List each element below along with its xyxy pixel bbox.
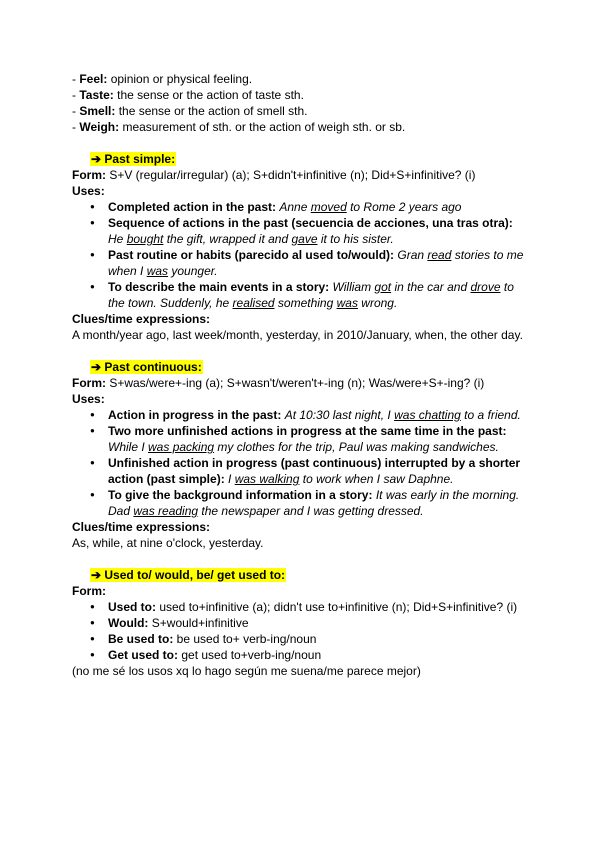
item-term: Get used to: <box>108 648 179 662</box>
list-item <box>72 423 532 455</box>
sense-term: Smell: <box>79 104 116 118</box>
form-label: Form: <box>72 584 106 598</box>
form-label: Form: <box>72 376 106 390</box>
dash: - <box>72 88 80 102</box>
item-text: get used to+verb-ing/noun <box>178 648 322 662</box>
use-term: Unfinished action in progress (past continuous) interrupted by a shorter action (past simple): <box>108 456 521 486</box>
form-line <box>72 167 532 183</box>
list-item <box>72 615 532 631</box>
dash: - <box>72 72 80 86</box>
uses-label: Uses: <box>72 184 105 198</box>
item-term: Would: <box>108 616 149 630</box>
sense-term: Taste: <box>79 88 114 102</box>
use-term: Action in progress in the past: <box>108 408 282 422</box>
form-line <box>72 375 532 391</box>
sense-text: the sense or the action of smell sth. <box>115 104 308 118</box>
use-term: To give the background information in a story: <box>108 488 373 502</box>
clues-text: As, while, at nine o'clock, yesterday. <box>72 536 264 550</box>
item-text: S+would+infinitive <box>148 616 249 630</box>
item-text: used to+infinitive (a); didn't use to+infinitive (n); Did+S+infinitive? (i) <box>156 600 518 614</box>
item-text: be used to+ verb-ing/noun <box>173 632 317 646</box>
list-item <box>72 455 532 487</box>
sense-line <box>72 103 532 119</box>
use-term: Completed action in the past: <box>108 200 277 214</box>
dash: - <box>72 120 80 134</box>
clues-text: A month/year ago, last week/month, yesterday, in 2010/January, when, the other day. <box>72 328 523 342</box>
example-text: I was walking to work when I saw Daphne. <box>228 472 454 486</box>
sense-line <box>72 87 532 103</box>
highlighted-heading: ➔ Past simple: <box>91 152 176 166</box>
senses-list <box>72 71 532 135</box>
list-item <box>72 631 532 647</box>
example-text: It was early in the morning. Dad was reading the newspaper and I was getting dressed. <box>108 488 520 518</box>
list-item <box>72 215 532 247</box>
sense-line <box>72 71 532 87</box>
section-heading <box>90 567 532 583</box>
list-item <box>72 647 532 663</box>
example-text: He bought the gift, wrapped it and gave it to his sister. <box>108 232 394 246</box>
form-list <box>72 599 532 663</box>
item-term: Used to: <box>108 600 156 614</box>
past-simple-section <box>72 151 532 343</box>
example-text: At 10:30 last night, I was chatting to a friend. <box>284 408 521 422</box>
list-item <box>72 199 532 215</box>
form-text: S+was/were+-ing (a); S+wasn't/weren't+-ing (n); Was/were+S+-ing? (i) <box>106 376 485 390</box>
use-term: Past routine or habits (parecido al used to/would): <box>108 248 395 262</box>
sense-text: measurement of sth. or the action of weigh sth. or sb. <box>119 120 406 134</box>
list-item <box>72 487 532 519</box>
section-heading <box>90 359 532 375</box>
example-text: Anne moved to Rome 2 years ago <box>279 200 462 214</box>
form-label: Form: <box>72 168 106 182</box>
dash: - <box>72 104 80 118</box>
section-heading <box>90 151 532 167</box>
uses-list <box>72 407 532 519</box>
note-text: (no me sé los usos xq lo hago según me suena/me parece mejor) <box>72 664 421 678</box>
list-item <box>72 247 532 279</box>
document-page <box>72 71 532 679</box>
form-text: S+V (regular/irregular) (a); S+didn't+infinitive (n); Did+S+infinitive? (i) <box>106 168 476 182</box>
list-item <box>72 407 532 423</box>
use-term: Two more unfinished actions in progress at the same time in the past: <box>108 424 507 438</box>
sense-text: opinion or physical feeling. <box>107 72 253 86</box>
clues-label: Clues/time expressions: <box>72 520 211 534</box>
uses-list <box>72 199 532 311</box>
example-text: Gran read stories to me when I was younger. <box>108 248 524 278</box>
uses-label: Uses: <box>72 392 105 406</box>
used-to-section <box>72 567 532 679</box>
sense-text: the sense or the action of taste sth. <box>113 88 304 102</box>
list-item <box>72 279 532 311</box>
clues-label: Clues/time expressions: <box>72 312 211 326</box>
sense-line <box>72 119 532 135</box>
past-continuous-section <box>72 359 532 551</box>
use-term: Sequence of actions in the past (secuencia de acciones, una tras otra): <box>108 216 513 230</box>
item-term: Be used to: <box>108 632 174 646</box>
example-text: While I was packing my clothes for the trip, Paul was making sandwiches. <box>108 440 499 454</box>
list-item <box>72 599 532 615</box>
sense-term: Weigh: <box>79 120 120 134</box>
example-text: William got in the car and drove to the town. Suddenly, he realised something was wrong. <box>108 280 514 310</box>
highlighted-heading: ➔ Used to/ would, be/ get used to: <box>91 568 286 582</box>
highlighted-heading: ➔ Past continuous: <box>91 360 202 374</box>
sense-term: Feel: <box>79 72 108 86</box>
use-term: To describe the main events in a story: <box>108 280 330 294</box>
